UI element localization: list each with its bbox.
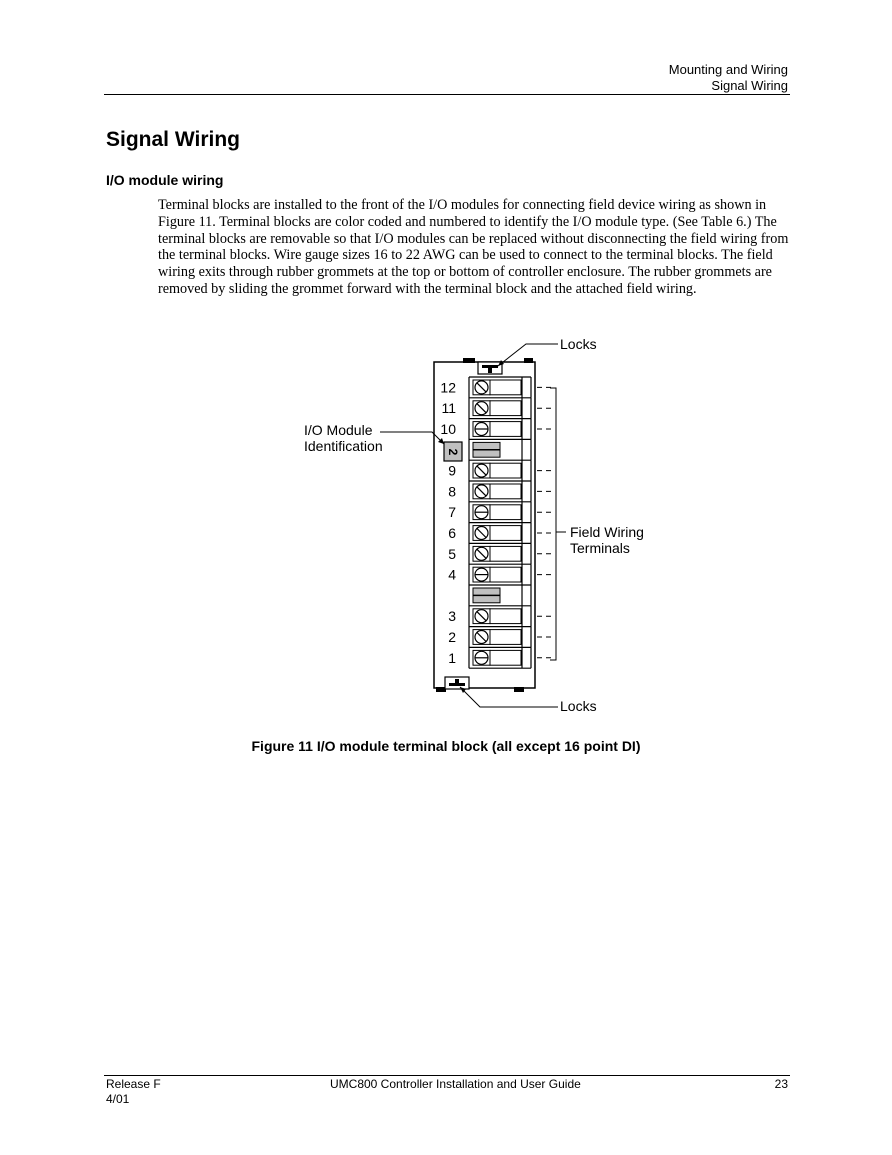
wire-entry-cell <box>490 609 521 624</box>
module-id-number: 2 <box>446 448 460 456</box>
terminal-number: 9 <box>448 462 456 479</box>
terminal-number: 11 <box>441 400 456 417</box>
module-id-label-line1: I/O Module <box>304 422 373 438</box>
field-wiring-label-line2: Terminals <box>570 540 630 556</box>
running-header-section: Signal Wiring <box>711 78 788 93</box>
figure-caption: Figure 11 I/O module terminal block (all except 16 point DI) <box>251 738 641 754</box>
terminal-row <box>440 377 531 398</box>
page-number: 23 <box>774 1077 788 1091</box>
wire-entry-cell <box>490 567 521 582</box>
module-id-label-line2: Identification <box>304 438 383 454</box>
footer-release: Release F <box>106 1077 161 1091</box>
housing-tab <box>514 687 524 692</box>
wire-entry-cell <box>490 630 521 645</box>
running-header <box>669 62 788 94</box>
locks-bottom-leader <box>460 687 558 707</box>
wire-entry-cell <box>490 526 521 541</box>
footer-release-info <box>106 1077 161 1107</box>
wire-entry-cell <box>490 650 521 665</box>
terminal-number: 1 <box>448 649 456 666</box>
header-rule <box>104 94 790 95</box>
section-title: I/O module wiring <box>106 172 224 188</box>
wire-entry-cell <box>490 505 521 520</box>
footer-date: 4/01 <box>106 1092 130 1106</box>
locks-top-label: Locks <box>560 336 597 352</box>
terminal-number: 6 <box>448 525 456 541</box>
terminal-number: 12 <box>440 379 456 396</box>
terminal-number: 3 <box>448 608 456 625</box>
terminal-number: 10 <box>440 421 456 437</box>
locks-bottom-label: Locks <box>560 698 597 714</box>
top-lock-latch <box>482 365 498 368</box>
terminal-gap <box>469 585 531 606</box>
terminal-block-figure <box>0 330 892 730</box>
page-title: Signal Wiring <box>106 128 240 151</box>
top-lock-latch <box>488 368 492 373</box>
terminal-number: 8 <box>448 483 456 500</box>
footer-rule <box>104 1075 790 1076</box>
housing-tab <box>524 358 533 363</box>
terminal-number: 5 <box>448 545 456 562</box>
bottom-lock-latch <box>455 679 459 684</box>
field-wiring-label-line1: Field Wiring <box>570 524 644 540</box>
terminal-number: 7 <box>448 504 456 521</box>
field-wiring-dashes <box>537 387 552 657</box>
wire-entry-cell <box>490 546 521 561</box>
wire-entry-cell <box>490 463 521 478</box>
body-paragraph: Terminal blocks are installed to the front of the I/O modules for connecting field device wiring as shown in Figure 11. Terminal blocks are color coded and numbered to identify the I/O module type. (See Table 6.) The terminal blocks are removable so that I/O modules can be replaced without disconnecting the field wiring from the terminal blocks. Wire gauge sizes 16 to 22 AWG can be used to connect to the terminal blocks. The field wiring exits through rubber grommets at the top or bottom of controller enclosure. The rubber grommets are removed by sliding the grommet forward with the terminal block and the attached field wiring. <box>158 197 789 297</box>
terminal-number: 2 <box>448 629 456 645</box>
footer-title: UMC800 Controller Installation and User Guide <box>330 1077 581 1091</box>
wire-entry-cell <box>490 380 521 395</box>
terminal-block-diagram <box>434 358 535 692</box>
wire-entry-cell <box>490 422 521 437</box>
terminal-gap <box>469 439 531 460</box>
running-header-chapter: Mounting and Wiring <box>668 62 788 77</box>
wire-entry-cell <box>490 484 521 499</box>
terminal-row <box>440 419 531 440</box>
terminal-number: 4 <box>448 566 456 583</box>
terminal-row <box>441 398 531 419</box>
housing-tab <box>463 358 475 363</box>
wire-entry-cell <box>490 401 521 416</box>
